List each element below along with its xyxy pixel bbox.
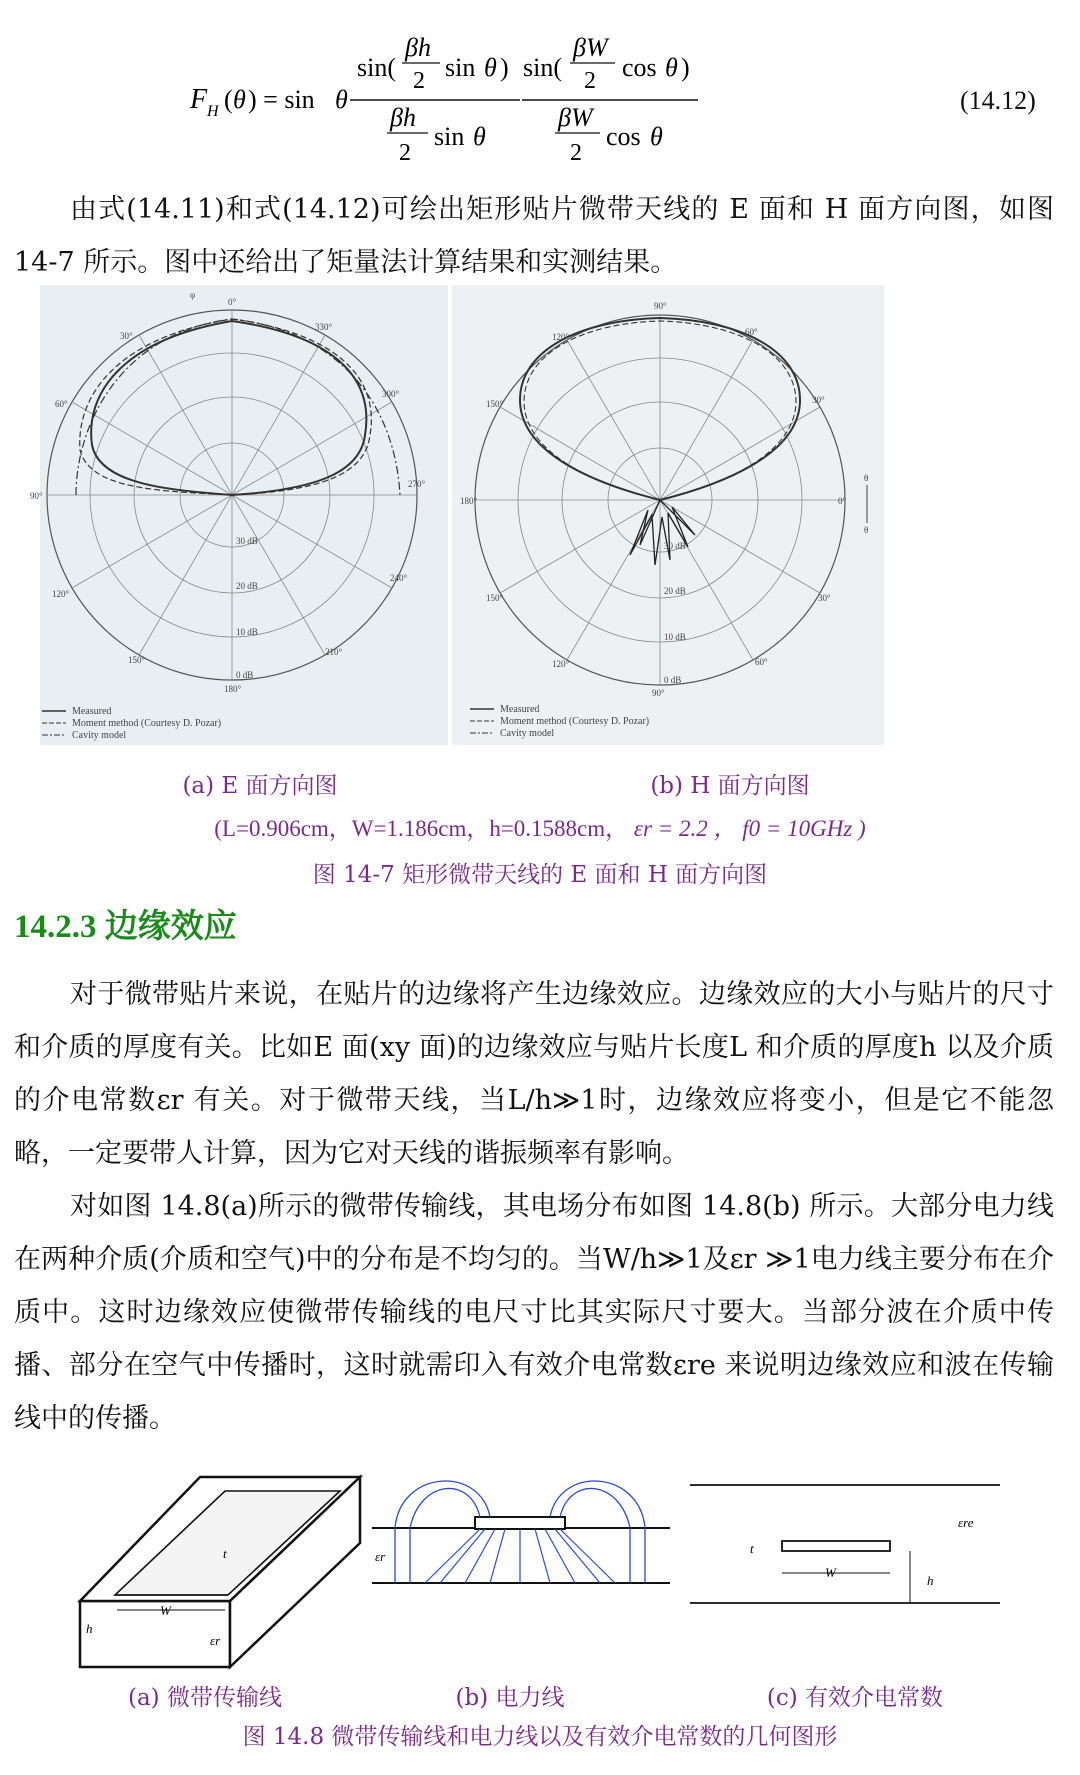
e-db-label: 30 dB bbox=[236, 536, 258, 546]
subcaption-effective-permittivity: (c) 有效介电常数 bbox=[766, 1685, 944, 1711]
e-db-label: 10 dB bbox=[236, 627, 258, 637]
subcaption-microstrip: (a) 微带传输线 bbox=[128, 1685, 282, 1711]
e-db-label: 20 dB bbox=[236, 581, 258, 591]
svg-text:θ: θ bbox=[335, 85, 348, 114]
h-db-label: 20 dB bbox=[664, 586, 686, 596]
h-angle-label: 180° bbox=[460, 496, 478, 506]
figure-14-8-svg bbox=[0, 1455, 1080, 1685]
subcaption-field-lines: (b) 电力线 bbox=[455, 1685, 565, 1711]
label-er-a: εr bbox=[210, 1633, 221, 1648]
label-W: W bbox=[160, 1603, 171, 1618]
field-lines-drawing bbox=[372, 1481, 670, 1583]
e-angle-label: 60° bbox=[55, 399, 68, 409]
h-theta-marker-top: θ bbox=[864, 473, 869, 483]
h-db-label: 0 dB bbox=[664, 675, 682, 685]
effective-permittivity-drawing bbox=[690, 1485, 1000, 1603]
svg-text:(: ( bbox=[224, 85, 233, 114]
figure-14-7-svg bbox=[0, 285, 1080, 745]
fig147-caption: 图 14-7 矩形微带天线的 E 面和 H 面方向图 bbox=[312, 862, 768, 888]
label-t-c: t bbox=[750, 1541, 754, 1556]
h-angle-label: 120° bbox=[552, 659, 570, 669]
e-angle-label: 30° bbox=[120, 331, 133, 341]
figure-14-7 bbox=[0, 285, 1080, 745]
h-angle-label: 60° bbox=[745, 327, 758, 337]
fig147-params bbox=[0, 810, 1080, 843]
svg-text:βW: βW bbox=[558, 103, 593, 132]
svg-text:βh: βh bbox=[390, 103, 416, 132]
svg-text:sin(: sin( bbox=[523, 53, 562, 82]
label-h-c: h bbox=[927, 1573, 934, 1588]
svg-text:2: 2 bbox=[413, 68, 425, 94]
h-db-label: 30 dB bbox=[664, 541, 686, 551]
svg-text:cos: cos bbox=[622, 53, 657, 82]
paragraph-field-lines: 对如图 14.8(a)所示的微带传输线，其电场分布如图 14.8(b) 所示。大部分电力线在两种介质(介质和空气)中的分布是不均匀的。当W/h≫1及εr ≫1电力线主要分布在介质中。这时边缘效应使微带传输线的电尺寸比其实际尺寸要大。当部分波在介质中传播、部分在空气中传播时，这时就需印入有效介电常数εre 来说明边缘效应和波在传输线中的传播。 bbox=[14, 1191, 1054, 1434]
figure-14-8 bbox=[0, 1455, 1080, 1685]
svg-text:): ) bbox=[500, 53, 509, 82]
label-t: t bbox=[223, 1546, 227, 1561]
h-angle-label: 60° bbox=[755, 657, 768, 667]
legend-moment: Moment method (Courtesy D. Pozar) bbox=[500, 716, 650, 727]
equation-number: (14.12) bbox=[960, 86, 1036, 115]
svg-text:βW: βW bbox=[573, 33, 608, 62]
svg-text:cos: cos bbox=[606, 122, 641, 151]
svg-text:): ) bbox=[681, 53, 690, 82]
eq-lhs: F bbox=[190, 84, 208, 115]
legend-moment: Moment method (Courtesy D. Pozar) bbox=[72, 718, 222, 729]
svg-text:βh: βh bbox=[405, 33, 431, 62]
svg-text:sin: sin bbox=[445, 53, 476, 82]
svg-text:sin: sin bbox=[434, 122, 465, 151]
svg-text:H: H bbox=[207, 103, 219, 120]
legend-cavity: Cavity model bbox=[72, 730, 127, 741]
h-angle-label: 30° bbox=[812, 395, 825, 405]
h-angle-label: 30° bbox=[818, 593, 831, 603]
legend-measured: Measured bbox=[72, 706, 112, 717]
e-db-label: 0 dB bbox=[236, 670, 254, 680]
equation-svg bbox=[0, 0, 1080, 190]
label-ere: εre bbox=[958, 1515, 974, 1530]
h-angle-label: 0° bbox=[838, 496, 847, 506]
e-angle-label: 210° bbox=[325, 647, 343, 657]
fig148-caption: 图 14.8 微带传输线和电力线以及有效介电常数的几何图形 bbox=[242, 1724, 838, 1750]
equation-14-12 bbox=[0, 0, 1080, 190]
legend-measured: Measured bbox=[500, 704, 540, 715]
svg-text:θ: θ bbox=[650, 122, 663, 151]
subcaption-h-plane: (b) H 面方向图 bbox=[650, 773, 810, 799]
e-angle-label: 180° bbox=[224, 684, 242, 694]
e-angle-label: 120° bbox=[52, 589, 70, 599]
h-angle-label: 150° bbox=[486, 593, 504, 603]
svg-text:θ: θ bbox=[233, 85, 246, 114]
e-angle-label: 300° bbox=[382, 389, 400, 399]
svg-text:2: 2 bbox=[584, 68, 596, 94]
paragraph-edge-effect: 对于微带贴片来说，在贴片的边缘将产生边缘效应。边缘效应的大小与贴片的尺寸和介质的厚度有关。比如E 面(xy 面)的边缘效应与贴片长度L 和介质的厚度h 以及介质的介电常数εr 有关。对于微带天线，当L/h≫1时，边缘效应将变小，但是它不能忽略，一定要带人计算，因为它对天线的谐振频率有影响。 bbox=[14, 979, 1054, 1169]
svg-text:θ: θ bbox=[665, 53, 678, 82]
e-angle-label: 270° bbox=[408, 479, 426, 489]
svg-text:2: 2 bbox=[570, 140, 582, 166]
h-angle-label: 150° bbox=[486, 399, 504, 409]
svg-text:) = sin: ) = sin bbox=[248, 85, 315, 114]
e-phi-marker: φ bbox=[190, 290, 196, 300]
params-er: εr = 2.2 ， bbox=[633, 816, 737, 841]
microstrip-line-drawing bbox=[80, 1477, 360, 1667]
svg-text:θ: θ bbox=[473, 122, 486, 151]
label-er-b: εr bbox=[375, 1549, 386, 1564]
label-h: h bbox=[86, 1621, 93, 1636]
params-f0: f0 = 10GHz ) bbox=[742, 816, 866, 841]
svg-text:sin(: sin( bbox=[357, 53, 396, 82]
e-angle-label: 90° bbox=[30, 491, 43, 501]
label-W-c: W bbox=[825, 1565, 836, 1580]
h-db-label: 10 dB bbox=[664, 632, 686, 642]
h-theta-marker-bottom: θ bbox=[864, 525, 869, 535]
subcaption-e-plane: (a) E 面方向图 bbox=[182, 773, 338, 799]
svg-text:2: 2 bbox=[399, 140, 411, 166]
svg-text:θ: θ bbox=[484, 53, 497, 82]
paragraph-intro: 由式(14.11)和式(14.12)可绘出矩形贴片微带天线的 E 面和 H 面方向图，如图 14-7 所示。图中还给出了矩量法计算结果和实测结果。 bbox=[14, 194, 1054, 278]
legend-cavity: Cavity model bbox=[500, 728, 555, 739]
h-angle-label: 90° bbox=[654, 301, 667, 311]
section-heading: 14.2.3 边缘效应 bbox=[14, 909, 237, 945]
e-angle-label: 240° bbox=[390, 573, 408, 583]
e-angle-label: 0° bbox=[228, 297, 237, 307]
e-angle-label: 150° bbox=[128, 655, 146, 665]
e-angle-label: 330° bbox=[315, 322, 333, 332]
h-angle-label: 120° bbox=[552, 332, 570, 342]
h-angle-label: 90° bbox=[652, 688, 665, 698]
params-dimensions: (L=0.906cm，W=1.186cm，h=0.1588cm， bbox=[214, 816, 629, 841]
